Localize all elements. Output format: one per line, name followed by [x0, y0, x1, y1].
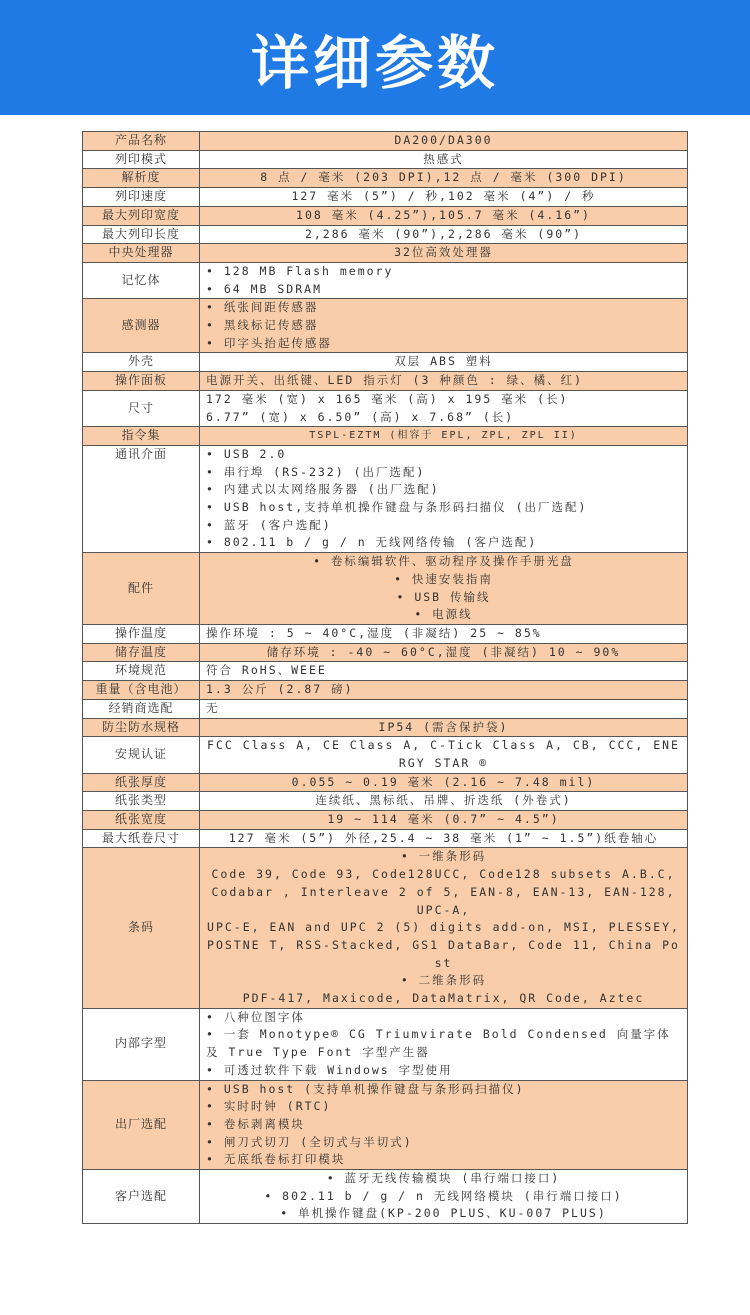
spec-row	[83, 662, 688, 681]
spec-value-line: • 蓝牙 (客户选配)	[206, 517, 332, 532]
spec-value	[200, 169, 688, 188]
spec-value-line: • 802.11 b / g / n 无线网络传输 (客户选配)	[206, 535, 538, 550]
spec-label: 操作面板	[83, 372, 200, 391]
spec-value-line: • 实时时钟 (RTC)	[206, 1099, 332, 1114]
spec-row	[83, 811, 688, 830]
spec-value-line: DA200/DA300	[394, 133, 493, 147]
spec-row	[83, 445, 688, 552]
spec-label: 列印模式	[83, 150, 200, 169]
spec-label: 指令集	[83, 427, 200, 446]
spec-value-line: 0.055 ~ 0.19 毫米 (2.16 ~ 7.48 mil)	[291, 774, 596, 789]
spec-value-line: • 二维条形码	[400, 973, 487, 988]
spec-value-line: 双层 ABS 塑料	[394, 354, 493, 369]
spec-value	[200, 188, 688, 207]
spec-value-line: 32位高效处理器	[394, 245, 493, 260]
spec-value-line: • 八种位图字体	[206, 1009, 305, 1024]
spec-value-line: 6.77” (宽) x 6.50” (高) x 7.68” (长)	[206, 409, 515, 424]
spec-value	[200, 699, 688, 718]
spec-value	[200, 792, 688, 811]
spec-label: 纸张类型	[83, 792, 200, 811]
spec-label: 防尘防水规格	[83, 718, 200, 737]
spec-value-line: • 单机操作键盘(KP-200 PLUS、KU-007 PLUS)	[280, 1206, 607, 1221]
spec-value-line: 1.3 公斤 (2.87 磅)	[206, 682, 354, 697]
spec-label: 客户选配	[83, 1170, 200, 1224]
spec-row	[83, 169, 688, 188]
spec-value-line: 2,286 毫米 (90”),2,286 毫米 (90”)	[304, 226, 583, 241]
spec-value-line: 符合 RoHS、WEEE	[206, 663, 327, 678]
spec-label: 通讯介面	[83, 445, 200, 552]
spec-value	[200, 1008, 688, 1080]
spec-value-line: • 黑线标记传感器	[206, 318, 319, 333]
spec-row	[83, 553, 688, 625]
spec-label: 尺寸	[83, 390, 200, 426]
spec-value	[200, 681, 688, 700]
spec-value	[200, 390, 688, 426]
spec-table	[82, 131, 688, 1224]
spec-value-line: • 电源线	[414, 607, 473, 622]
spec-label: 外壳	[83, 353, 200, 372]
spec-value-line: 连续纸、黑标纸、吊牌、折迭纸 (外卷式)	[315, 793, 572, 808]
spec-row	[83, 1008, 688, 1080]
spec-value-line: • 卷标编辑软件、驱动程序及操作手册光盘	[313, 554, 574, 569]
spec-value-line: • 内建式以太网络服务器 (出厂选配)	[206, 482, 440, 497]
spec-row	[83, 150, 688, 169]
spec-value-line: • 一套 Monotype® CG Triumvirate Bold Condensed 向量字体及 True Type Font 字型产生器	[206, 1027, 671, 1060]
spec-value-line: PDF-417, Maxicode, DataMatrix, QR Code, Aztec	[242, 991, 645, 1006]
spec-row	[83, 773, 688, 792]
spec-value	[200, 225, 688, 244]
spec-label: 操作温度	[83, 624, 200, 643]
spec-row	[83, 1170, 688, 1224]
header-banner	[0, 0, 750, 115]
spec-value-line: 19 ~ 114 毫米 (0.7” ~ 4.5”)	[327, 812, 560, 827]
spec-value-line: • USB host,支持单机操作键盘与条形码扫描仪 (出厂选配)	[206, 500, 588, 515]
spec-value	[200, 372, 688, 391]
page-title: 详细参数	[250, 28, 499, 97]
spec-value	[200, 206, 688, 225]
spec-value-line: • 印字头抬起传感器	[206, 335, 332, 350]
spec-value-line: FCC Class A, CE Class A, C-Tick Class A, CB, CCC, ENERGY STAR ®	[207, 738, 680, 770]
spec-value	[200, 662, 688, 681]
spec-value-line: • 快速安装指南	[394, 571, 493, 586]
spec-label: 配件	[83, 553, 200, 625]
spec-row	[83, 353, 688, 372]
spec-value-line: • USB 传输线	[396, 589, 491, 604]
spec-value	[200, 624, 688, 643]
spec-row	[83, 829, 688, 848]
spec-label: 纸张宽度	[83, 811, 200, 830]
spec-value-line: • USB host (支持单机操作键盘与条形码扫描仪)	[206, 1081, 525, 1096]
spec-value	[200, 150, 688, 169]
spec-label: 中央处理器	[83, 244, 200, 263]
spec-value	[200, 737, 688, 773]
spec-label: 环境规范	[83, 662, 200, 681]
spec-value	[200, 848, 688, 1008]
spec-row	[83, 390, 688, 426]
spec-value-line: 127 毫米 (5”) / 秒,102 毫米 (4”) / 秒	[291, 189, 596, 204]
spec-value	[200, 811, 688, 830]
spec-value-line: 无	[206, 700, 220, 715]
spec-value-line: • 无底纸卷标打印模块	[206, 1152, 346, 1167]
spec-table-body	[83, 132, 688, 1224]
spec-value-line: 电源开关、出纸键、LED 指示灯 (3 种颜色 : 绿、橘、红)	[206, 373, 584, 388]
spec-value-line: 储存环境 : -40 ~ 60°C,湿度 (非凝结) 10 ~ 90%	[266, 644, 621, 659]
spec-row	[83, 299, 688, 353]
spec-value	[200, 1170, 688, 1224]
spec-value	[200, 299, 688, 353]
spec-label: 安规认证	[83, 737, 200, 773]
spec-row	[83, 427, 688, 446]
spec-value	[200, 244, 688, 263]
spec-value	[200, 718, 688, 737]
spec-label: 产品名称	[83, 132, 200, 151]
spec-value-line: 8 点 / 毫米 (203 DPI),12 点 / 毫米 (300 DPI)	[260, 170, 627, 185]
spec-label: 条码	[83, 848, 200, 1008]
spec-row	[83, 132, 688, 151]
spec-row	[83, 244, 688, 263]
spec-value-line: 热感式	[423, 151, 464, 166]
spec-value-line: 127 毫米 (5”) 外径,25.4 ~ 38 毫米 (1” ~ 1.5”)纸卷轴心	[228, 830, 659, 845]
spec-value	[200, 262, 688, 298]
spec-label: 内部字型	[83, 1008, 200, 1080]
spec-row	[83, 206, 688, 225]
spec-label: 列印速度	[83, 188, 200, 207]
spec-row	[83, 225, 688, 244]
spec-label: 最大列印宽度	[83, 206, 200, 225]
spec-value-line: 108 毫米 (4.25”),105.7 毫米 (4.16”)	[296, 207, 591, 222]
spec-label: 出厂选配	[83, 1080, 200, 1170]
spec-value-line: • 闸刀式切刀 (全切式与半切式)	[206, 1134, 413, 1149]
spec-value-line: TSPL-EZTM (相容于 EPL, ZPL, ZPL II)	[309, 430, 578, 442]
spec-row	[83, 848, 688, 1008]
spec-value	[200, 427, 688, 446]
spec-value	[200, 829, 688, 848]
spec-row	[83, 188, 688, 207]
spec-value	[200, 1080, 688, 1170]
spec-value-line: • USB 2.0	[206, 446, 287, 461]
spec-row	[83, 643, 688, 662]
spec-label: 纸张厚度	[83, 773, 200, 792]
spec-row	[83, 372, 688, 391]
spec-value	[200, 132, 688, 151]
spec-value	[200, 445, 688, 552]
spec-label: 经销商选配	[83, 699, 200, 718]
spec-value-line: • 128 MB Flash memory	[206, 263, 394, 278]
spec-value	[200, 553, 688, 625]
spec-row	[83, 262, 688, 298]
spec-value-line: 172 毫米 (宽) x 165 毫米 (高) x 195 毫米 (长)	[206, 391, 569, 406]
spec-label: 感测器	[83, 299, 200, 353]
spec-row	[83, 718, 688, 737]
spec-row	[83, 1080, 688, 1170]
spec-value-line: • 64 MB SDRAM	[206, 281, 323, 296]
spec-value-line: IP54 (需含保护袋)	[378, 719, 509, 734]
spec-value-line: • 一维条形码	[400, 849, 487, 864]
spec-value-line: • 蓝牙无线传输模块 (串行端口接口)	[326, 1171, 561, 1186]
spec-value-line: • 纸张间距传感器	[206, 300, 319, 315]
spec-value-line: UPC-E, EAN and UPC 2 (5) digits add-on, MSI, PLESSEY, POSTNE T, RSS-Stacked, GS1 DataBar, Code 11, China Post	[207, 920, 680, 970]
spec-label: 解析度	[83, 169, 200, 188]
spec-row	[83, 699, 688, 718]
spec-row	[83, 737, 688, 773]
spec-row	[83, 681, 688, 700]
spec-row	[83, 792, 688, 811]
spec-value	[200, 773, 688, 792]
spec-value-line: • 串行埠 (RS-232) (出厂选配)	[206, 464, 426, 479]
spec-value-line: 操作环境 : 5 ~ 40°C,湿度 (非凝结) 25 ~ 85%	[206, 625, 542, 640]
spec-label: 最大列印长度	[83, 225, 200, 244]
spec-value	[200, 353, 688, 372]
spec-row	[83, 624, 688, 643]
spec-value-line: • 802.11 b / g / n 无线网络模块 (串行端口接口)	[264, 1188, 623, 1203]
spec-label: 记忆体	[83, 262, 200, 298]
spec-label: 重量（含电池）	[83, 681, 200, 700]
spec-value-line: • 卷标剥离模块	[206, 1116, 305, 1131]
spec-value-line: • 可透过软件下载 Windows 字型使用	[206, 1062, 453, 1077]
spec-value	[200, 643, 688, 662]
spec-label: 最大纸卷尺寸	[83, 829, 200, 848]
spec-label: 储存温度	[83, 643, 200, 662]
spec-value-line: Code 39, Code 93, Code128UCC, Code128 subsets A.B.C, Codabar , Interleave 2 of 5, EAN-8, EAN-13, EAN-128, UPC-A,	[211, 867, 676, 917]
